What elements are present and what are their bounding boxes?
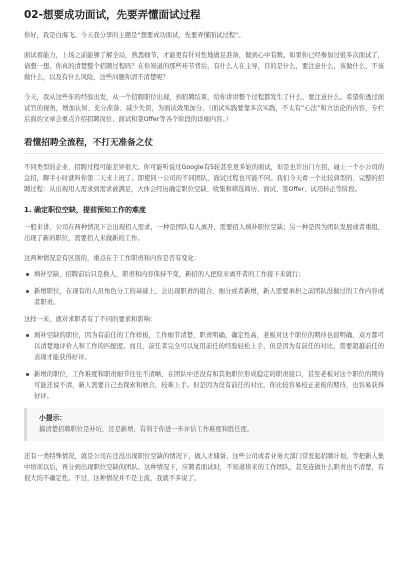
intro-paragraph-2: 面试看能力，上场之前能够了解全局，熟悉细节，才能更有针对性地做足准备，做到心中有数。如果你已经参加过很多次面试了，请想一想，你真的清楚整个招聘过程吗？在你知道的那些环节背后，有什么人在主导，目的是什么，要注意什么，该做什么、不该做什么，以及有什么风险，这些问题你清不清楚呢？: [24, 52, 384, 81]
article-title: 02-想要成功面试，先要弄懂面试过程: [24, 9, 201, 21]
intro-paragraph-1: 你好，我是白海飞。今天我分享的主题是“想要成功面试，先要弄懂面试过程”。: [24, 32, 245, 39]
tip-text: 搞清楚招聘职位是补坑，还是新增，有利于你进一步评估工作难度和胜任度。: [39, 426, 254, 433]
list-item-text: 新增的职位，工作难度和职责细节往往不清晰，在团队中还没有和其他职位形成稳定的职责接口，甚至老板对这个职位的期待可能还说不清，新人需要自己去探索和磨合，较难上手。但是因为没有前任的对比，你比较容易校正老板的期待，也容易获得好评。: [34, 371, 384, 400]
vacancy-paragraph-2: 这两种情况是有区别的，重点在于工作职责和内容是否有变化：: [24, 255, 201, 262]
candidate-impact-list: [24, 330, 384, 402]
section-divider: [24, 153, 384, 154]
bullet-dot-icon: [26, 290, 29, 293]
section-intro-paragraph: 不同类型的企业，招聘过程可能差异很大。你可能听说过Google有5轮甚至更多轮的面试，但是也许出门左拐，碰上一个小公司的急招，聊半小时就叫你第二天来上班了。即使同一公司的不同团队，面试过程也可能不同。我们今天看一个比较典型的、完整的招聘过程：从出现用人需求到需求被满足，大体会经历确定职位空缺、收集和筛选简历、面试、签Offer、试用转正等阶段。: [24, 164, 384, 193]
bullet-dot-icon: [26, 373, 29, 376]
section-heading: 看懂招聘全流程，不打无准备之仗: [24, 138, 153, 148]
list-item-text: 填补空缺的职位，因为有前任的工作样板，工作细节清楚、职责明确，确定性高，老板对这个职位的期待也很明确，双方都可以清楚地评价人和工作的匹配度。而且，前任者完全可以复用前任的经验轻松上手，但是因为有前任的对比，需要超越前任的表现才能获得好评。: [34, 332, 384, 361]
list-item-text: 新增职位，在现有的人员角色分工的基础上，会出现职责的组合、细分或者新增，新人需要承担之前团队没做过的工作内容或者职责。: [34, 288, 384, 306]
bullet-dot-icon: [26, 334, 29, 337]
list-item: [24, 286, 384, 308]
list-item-text: 填补空缺，招聘前后只是换人，职责和内容保持不变，新招的人把原来离开者的工作接下来就行；: [34, 271, 305, 278]
final-paragraph: 还有一类特殊情况，就是公司在还没出现职位空缺的情况下，做人才储备。这些公司或者业务大部门常发起招聘计划，等把新人集中培训以后，再分到出现职位空缺的团队。这种情况下，应聘者面试时，不知道将来的工作团队，甚至连做什么职责也不清楚，有很大的不确定性。不过，这种情况并不是主流，我就不多说了。: [24, 453, 384, 482]
vacancy-paragraph-3: 这样一来，就对求职者有了不同的要求和影响：: [24, 316, 157, 323]
vacancy-types-list: [24, 269, 384, 308]
list-item: [24, 269, 384, 280]
subsection-heading: 1. 确定职位空缺，提前预知工作的难度: [24, 206, 146, 214]
list-item: [24, 330, 384, 363]
tip-title: 小提示：: [39, 414, 67, 422]
list-item: [24, 369, 384, 402]
bullet-dot-icon: [26, 273, 29, 276]
intro-paragraph-3: 今天，我从这些年的经验出发，从一个招聘职位出现，到招聘结束，给你讲讲整个过程都发生了什么、要注意什么。希望你透过面试官的视角，增加认知、充分准备、减少失误，为面试效果加分。（面试实践要靠多次实践，不太有“心法”和方法论的内容，专栏后面的文章会重点介绍招聘岗位、面试和签Offer等各个阶段的详细内容。）: [24, 94, 384, 123]
tip-callout: [24, 408, 384, 441]
vacancy-paragraph-1: 一般来讲，公司在两种情况下会出现招人需求，一种是团队有人离开，需要招人填补职位空缺；另一种是因为团队发展或者重组，出现了新的职位，需要招人来做新的工作。: [24, 224, 384, 242]
